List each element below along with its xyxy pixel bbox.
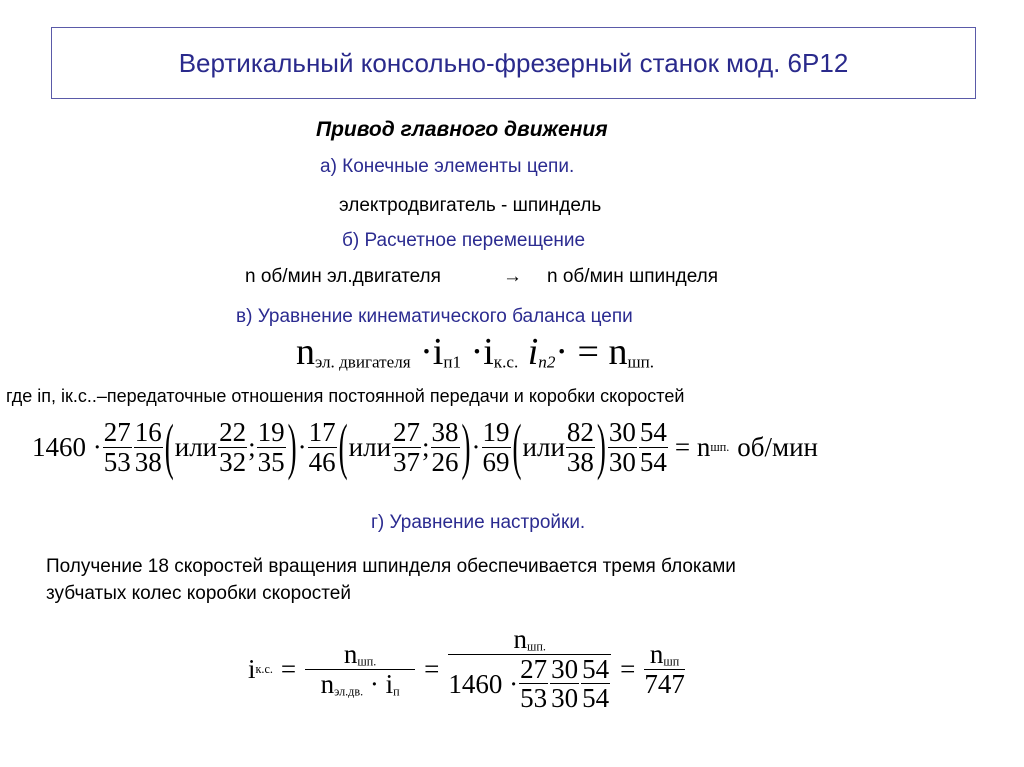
item-b-label: б) Расчетное перемещение	[342, 230, 586, 251]
formula-part: 27	[393, 417, 421, 448]
setup-equation	[248, 614, 686, 724]
fraction	[305, 640, 415, 698]
formula-part: n	[296, 331, 315, 373]
formula-part: n	[320, 668, 335, 699]
fraction	[581, 655, 610, 713]
formula-part: 22	[219, 417, 247, 448]
parenthesis: (	[512, 411, 522, 481]
parenthesis: (	[164, 411, 174, 481]
kinematic-equation	[32, 412, 818, 482]
parenthesis: (	[338, 411, 348, 481]
formula-part: ·	[470, 331, 484, 373]
fraction	[134, 418, 163, 476]
formula-part: 53	[520, 683, 548, 714]
formula-part: n	[649, 639, 664, 670]
formula-part: ·	[420, 331, 433, 373]
subscript: к.с.	[493, 352, 519, 372]
fraction	[566, 418, 595, 476]
formula-part: 46	[308, 446, 336, 477]
subscript: п	[393, 683, 400, 698]
formula-part: 30	[608, 417, 636, 448]
subscript: эл.дв.	[334, 683, 364, 698]
formula-part: 32	[219, 446, 247, 477]
formula-part	[644, 640, 685, 669]
item-b-text-left: n об/мин эл.двигателя	[245, 266, 441, 287]
formula-part: или	[522, 431, 565, 462]
formula-part: 30	[551, 683, 579, 714]
formula-part: 54	[582, 653, 610, 684]
formula-part: 54	[639, 446, 667, 477]
item-a-text: электродвигатель - шпиндель	[339, 195, 602, 216]
fraction	[257, 418, 286, 476]
subscript: эл. двигателя	[315, 352, 411, 372]
subscript: шп	[663, 654, 680, 669]
item-g-text-1: Получение 18 скоростей вращения шпинделя обеспечивается тремя блоками	[46, 556, 736, 577]
formula-part: ·	[297, 431, 307, 462]
formula-part: =	[620, 653, 636, 684]
formula-part: ;	[422, 431, 430, 462]
arrow: →	[503, 266, 522, 287]
fraction	[519, 655, 548, 713]
formula-part	[305, 640, 415, 669]
formula-part: или	[174, 431, 218, 462]
formula-part: n	[513, 624, 528, 655]
formula-part: 38	[134, 446, 162, 477]
subscript: шп.	[627, 352, 655, 372]
where-text: где iп, iк.с..–передаточные отношения постоянной передачи и коробки скоростей	[6, 386, 685, 406]
fraction	[482, 418, 511, 476]
item-v-label: в) Уравнение кинематического баланса цепи	[236, 306, 633, 327]
formula-part: 1460 ·	[32, 431, 102, 462]
subscript: п1	[443, 352, 462, 372]
fraction	[431, 418, 460, 476]
item-g-label: г) Уравнение настройки.	[371, 512, 586, 533]
formula-part: = n	[674, 431, 711, 462]
formula-part: 38	[431, 417, 459, 448]
subscript: шп.	[710, 439, 730, 454]
formula-part: 17	[308, 417, 336, 448]
subscript: n2	[538, 352, 556, 372]
item-g-text-2: зубчатых колес коробки скоростей	[46, 583, 351, 604]
formula-part: 19	[257, 417, 285, 448]
formula-part: = n	[577, 331, 628, 373]
formula-part: 27	[520, 653, 548, 684]
formula-part: 747	[644, 668, 685, 699]
formula-part: 27	[103, 417, 131, 448]
formula-part: 30	[608, 446, 636, 477]
formula-part: i	[527, 331, 539, 373]
formula-part	[448, 655, 611, 713]
subscript: шп.	[527, 639, 546, 654]
formula-part: 54	[582, 683, 610, 714]
formula-part: ·	[471, 431, 481, 462]
formula-part: 69	[482, 446, 510, 477]
formula-part: об/мин	[737, 431, 819, 462]
fraction	[639, 418, 668, 476]
formula-part: 35	[257, 446, 285, 477]
formula-part: 38	[566, 446, 594, 477]
title-box	[51, 27, 976, 99]
formula-part: i	[385, 668, 394, 699]
fraction	[218, 418, 247, 476]
parenthesis: )	[461, 411, 471, 481]
fraction	[392, 418, 421, 476]
item-a-label: а) Конечные элементы цепи.	[320, 156, 575, 177]
fraction	[608, 418, 637, 476]
formula-part: 30	[551, 653, 579, 684]
formula-part	[448, 625, 611, 654]
formula-part: i	[483, 331, 494, 373]
formula-part: =	[280, 653, 297, 684]
fraction	[644, 640, 685, 698]
fraction	[103, 418, 132, 476]
formula-part: 19	[482, 417, 510, 448]
subscript: к.с.	[255, 661, 273, 676]
parenthesis: )	[287, 411, 297, 481]
formula-part: 37	[393, 446, 421, 477]
section-heading: Привод главного движения	[316, 118, 608, 141]
formula-part: n	[343, 639, 358, 670]
formula-part: ·	[555, 331, 569, 373]
fraction	[550, 655, 579, 713]
formula-part: ·	[369, 668, 379, 699]
slide-title: Вертикальный консольно-фрезерный станок мод. 6Р12	[178, 47, 849, 78]
formula-part: 82	[566, 417, 594, 448]
balance-equation	[296, 330, 654, 374]
item-b-text-right: n об/мин шпинделя	[547, 266, 719, 287]
formula-part: ;	[248, 431, 256, 462]
formula-part: 16	[134, 417, 162, 448]
subscript: шп.	[357, 654, 377, 669]
formula-part: =	[424, 653, 440, 684]
parenthesis: )	[596, 411, 606, 481]
formula-part: 54	[639, 417, 667, 448]
formula-part: или	[348, 431, 392, 462]
formula-part: i	[248, 653, 256, 684]
formula-part: 1460 ·	[448, 668, 519, 699]
formula-part: 53	[103, 446, 131, 477]
fraction	[448, 625, 611, 712]
formula-part: i	[432, 331, 444, 373]
formula-part: 26	[431, 446, 459, 477]
formula-part	[305, 670, 415, 698]
fraction	[308, 418, 337, 476]
